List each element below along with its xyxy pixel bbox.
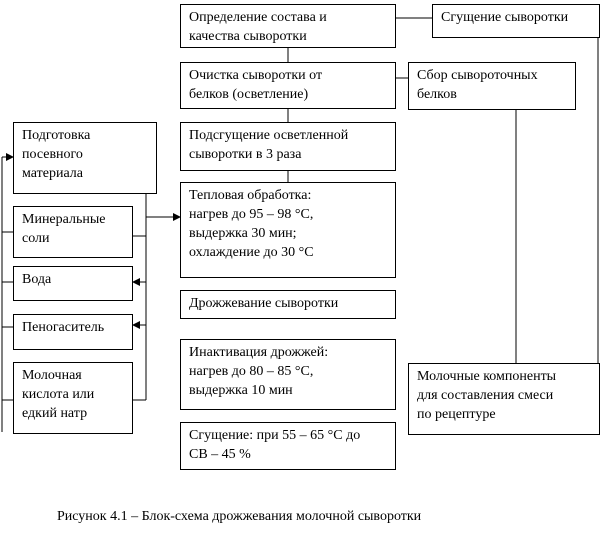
figure-caption: Рисунок 4.1 – Блок-схема дрожжевания молочной сыворотки bbox=[57, 509, 422, 524]
box-composition: Определение состава и качества сыворотки bbox=[180, 4, 396, 48]
box-final-thickening: Сгущение: при 55 – 65 °С до СВ – 45 % bbox=[180, 422, 396, 470]
box-acid-alkali: Молочная кислота или едкий натр bbox=[13, 362, 133, 434]
box-heat-treatment: Тепловая обработка: нагрев до 95 – 98 °С, выдержка 30 мин; охлаждение до 30 °С bbox=[180, 182, 396, 278]
box-dairy-components: Молочные компоненты для составления смеси по рецептуре bbox=[408, 363, 600, 435]
box-antifoam: Пеногаситель bbox=[13, 314, 133, 350]
box-preconcentration: Подсгущение осветленной сыворотки в 3 раза bbox=[180, 122, 396, 171]
box-yeasting: Дрожжевание сыворотки bbox=[180, 290, 396, 319]
box-thickening-whey: Сгущение сыворотки bbox=[432, 4, 600, 38]
box-mineral-salts: Минеральные соли bbox=[13, 206, 133, 258]
box-water: Вода bbox=[13, 266, 133, 301]
box-inoculum: Подготовка посевного материала bbox=[13, 122, 157, 194]
box-purification: Очистка сыворотки от белков (осветление) bbox=[180, 62, 396, 109]
box-inactivation: Инактивация дрожжей: нагрев до 80 – 85 °С, выдержка 10 мин bbox=[180, 339, 396, 410]
box-protein-collection: Сбор сывороточных белков bbox=[408, 62, 576, 110]
